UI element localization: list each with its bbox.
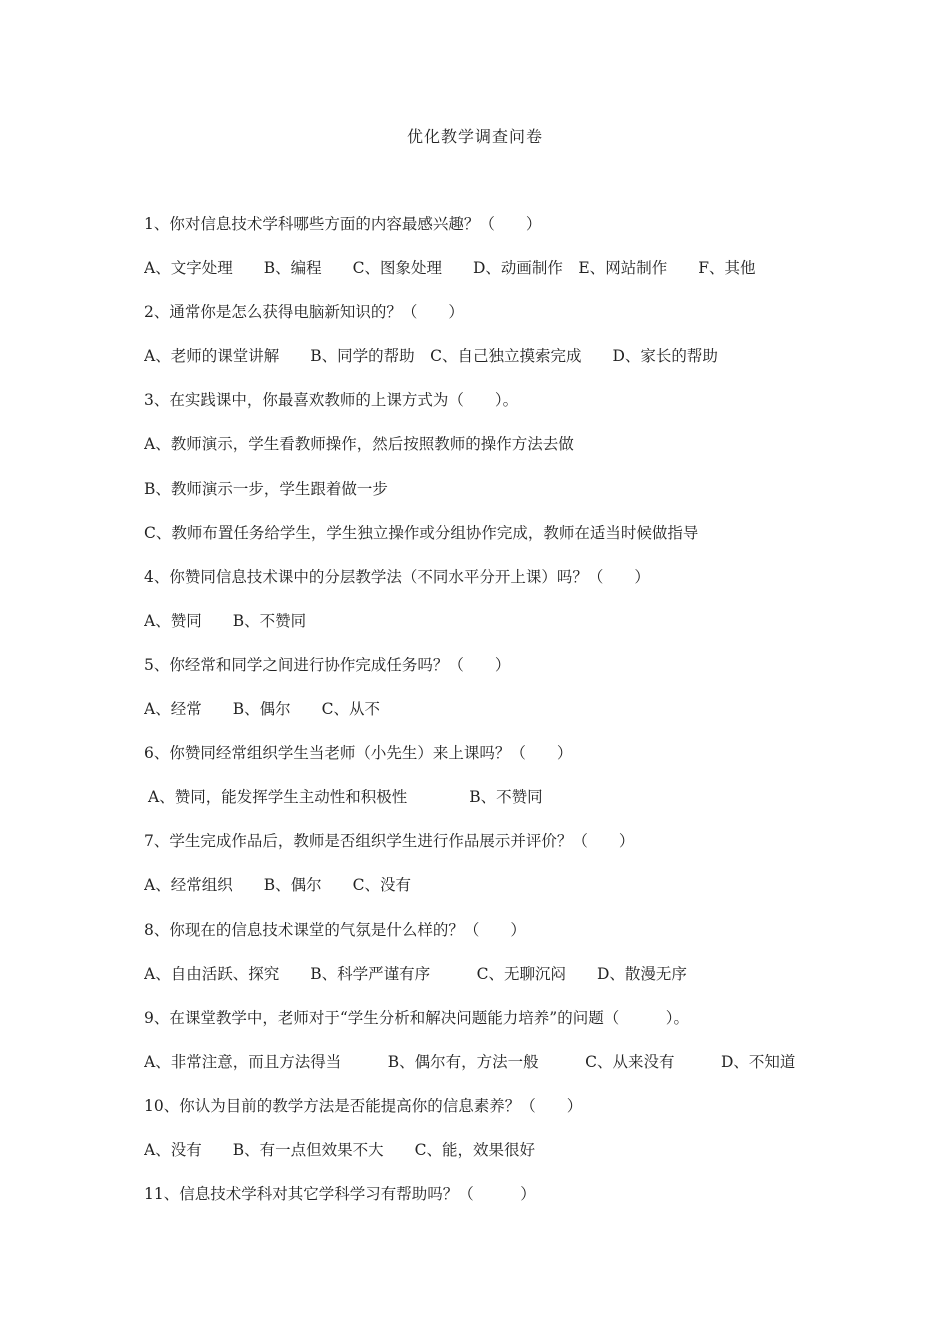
page-title: 优化教学调查问卷 [406,127,543,146]
options-6: A、赞同，能发挥学生主动性和积极性 B、不赞同 [148,788,543,807]
question-10: 10、你认为目前的教学方法是否能提高你的信息素养？（ ） [144,1096,583,1115]
questionnaire-body [144,212,824,1226]
options-8: A、自由活跃、探究 B、科学严谨有序 C、无聊沉闷 D、散漫无序 [144,964,687,983]
option-3c: C、教师布置任务给学生，学生独立操作或分组协作完成，教师在适当时候做指导 [144,523,699,542]
options-7: A、经常组织 B、偶尔 C、没有 [144,876,411,895]
question-7: 7、学生完成作品后，教师是否组织学生进行作品展示并评价？（ ） [144,832,635,851]
question-1: 1、你对信息技术学科哪些方面的内容最感兴趣？（ ） [144,215,542,233]
question-6: 6、你赞同经常组织学生当老师（小先生）来上课吗？（ ） [144,744,573,763]
question-9: 9、在课堂教学中，老师对于“学生分析和解决问题能力培养”的问题（ ）。 [144,1008,689,1027]
options-2: A、老师的课堂讲解 B、同学的帮助 C、自己独立摸索完成 D、家长的帮助 [144,347,718,366]
question-4: 4、你赞同信息技术课中的分层教学法（不同水平分开上课）吗？（ ） [144,567,650,586]
options-5: A、经常 B、偶尔 C、从不 [144,700,380,719]
options-1: A、文字处理 B、编程 C、图象处理 D、动画制作 E、网站制作 F、其他 [144,259,756,278]
question-5: 5、你经常和同学之间进行协作完成任务吗？（ ） [144,655,511,674]
option-3b: B、教师演示一步，学生跟着做一步 [144,479,388,498]
option-3a: A、教师演示，学生看教师操作，然后按照教师的操作方法去做 [144,435,574,454]
options-9: A、非常注意，而且方法得当 B、偶尔有，方法一般 C、从来没有 D、不知道 [144,1052,796,1071]
question-11: 11、信息技术学科对其它学科学习有帮助吗？（ ） [144,1185,536,1204]
options-4: A、赞同 B、不赞同 [144,611,307,630]
question-8: 8、你现在的信息技术课堂的气氛是什么样的？（ ） [144,920,526,939]
question-2: 2、通常你是怎么获得电脑新知识的？（ ） [144,303,464,322]
question-3: 3、在实践课中，你最喜欢教师的上课方式为（ ）。 [144,391,519,410]
options-10: A、没有 B、有一点但效果不大 C、能，效果很好 [144,1140,535,1159]
